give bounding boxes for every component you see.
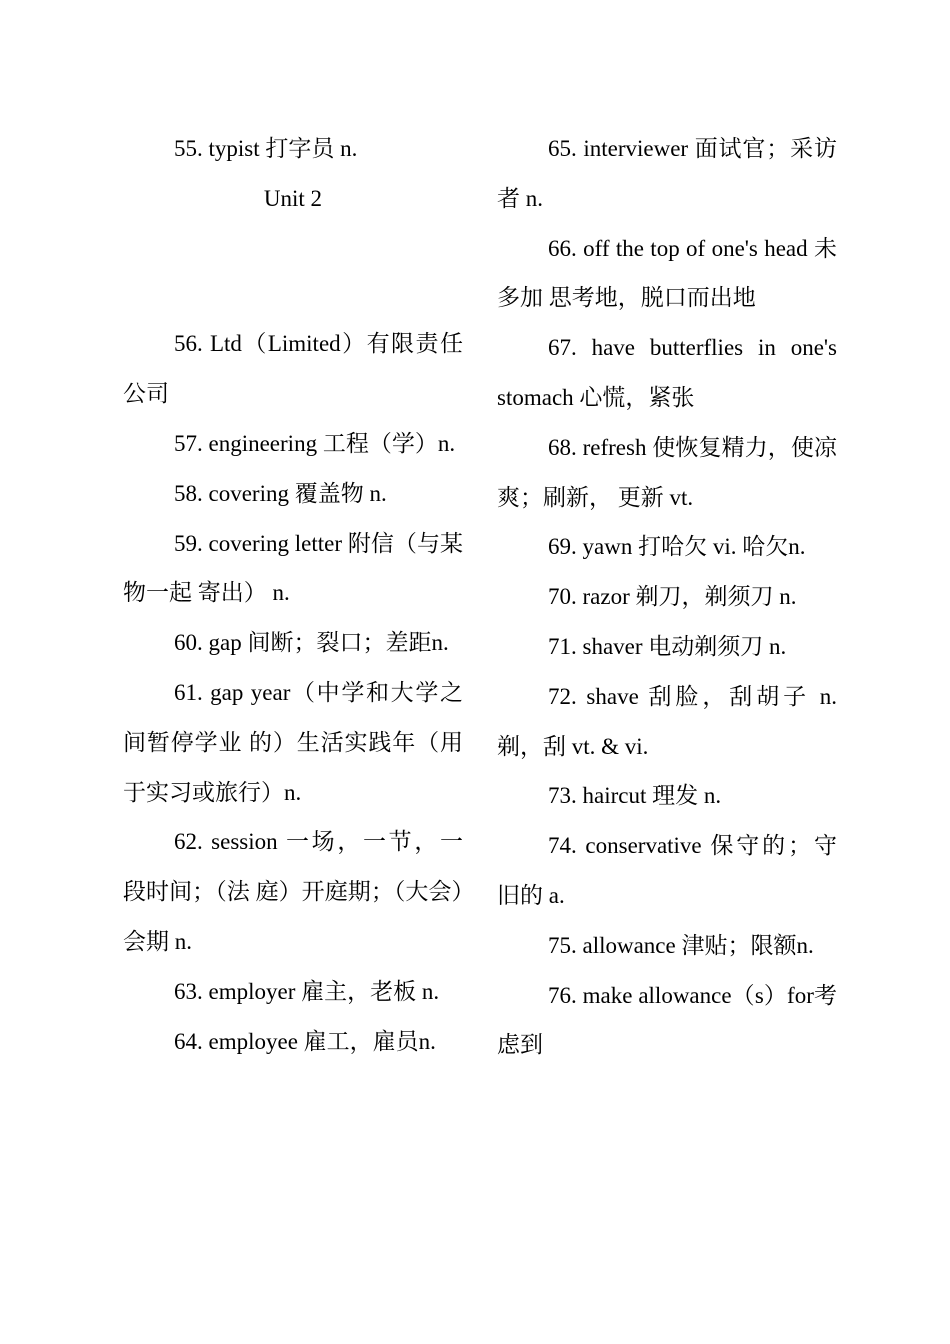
- unit-heading: Unit 2: [263, 185, 323, 211]
- vocab-entry: 69. yawn 打哈欠 vi. 哈欠n.: [548, 534, 806, 560]
- vocab-entry: 68. refresh 使恢复精力，使凉爽；刷新， 更新 vt.: [497, 434, 837, 510]
- vocab-entry: 73. haircut 理发 n.: [548, 783, 722, 809]
- vocab-entry: 60. gap 间断；裂口；差距n.: [174, 630, 449, 656]
- vocab-entry: 74. conservative 保守的；守旧的 a.: [497, 833, 837, 908]
- vocab-entry: 55. typist 打字员 n.: [174, 136, 358, 161]
- vocab-entry: 57. engineering 工程（学）n.: [174, 430, 456, 456]
- vocab-entry: 64. employee 雇工，雇员n.: [174, 1028, 436, 1054]
- vocab-entry: 63. employer 雇主，老板 n.: [174, 978, 440, 1004]
- vocab-entry: 72. shave 刮脸，刮胡子 n. 剃，刮 vt. & vi.: [497, 683, 837, 759]
- vocab-entry: 59. covering letter 附信（与某物一起 寄出） n.: [123, 530, 463, 606]
- vocab-entry: 56. Ltd（Limited）有限责任公司: [123, 331, 463, 407]
- vocab-entry: 75. allowance 津贴；限额n.: [548, 932, 814, 958]
- vocab-entry: 62. session 一场，一节，一段时间；（法 庭）开庭期；（大会）会期 n.: [123, 829, 463, 954]
- left-column: [123, 124, 463, 1066]
- vocab-entry: 61. gap year（中学和大学之间暂停学业 的）生活实践年（用于实习或旅行）n.: [123, 679, 463, 805]
- right-column: [497, 124, 837, 1070]
- blank-line: [123, 247, 463, 297]
- vocab-entry: 65. interviewer 面试官；采访者 n.: [497, 136, 837, 211]
- vocab-entry: 71. shaver 电动剃须刀 n.: [548, 633, 787, 659]
- vocab-entry: 70. razor 剃刀，剃须刀 n.: [548, 584, 797, 610]
- vocab-entry: 66. off the top of one's head 未多加 思考地，脱口而出地: [497, 235, 837, 311]
- vocab-entry: 67. have butterflies in one's stomach 心慌，紧张: [497, 335, 837, 410]
- vocab-entry: 76. make allowance（s）for考虑到: [497, 982, 837, 1058]
- vocab-entry: 58. covering 覆盖物 n.: [174, 480, 387, 506]
